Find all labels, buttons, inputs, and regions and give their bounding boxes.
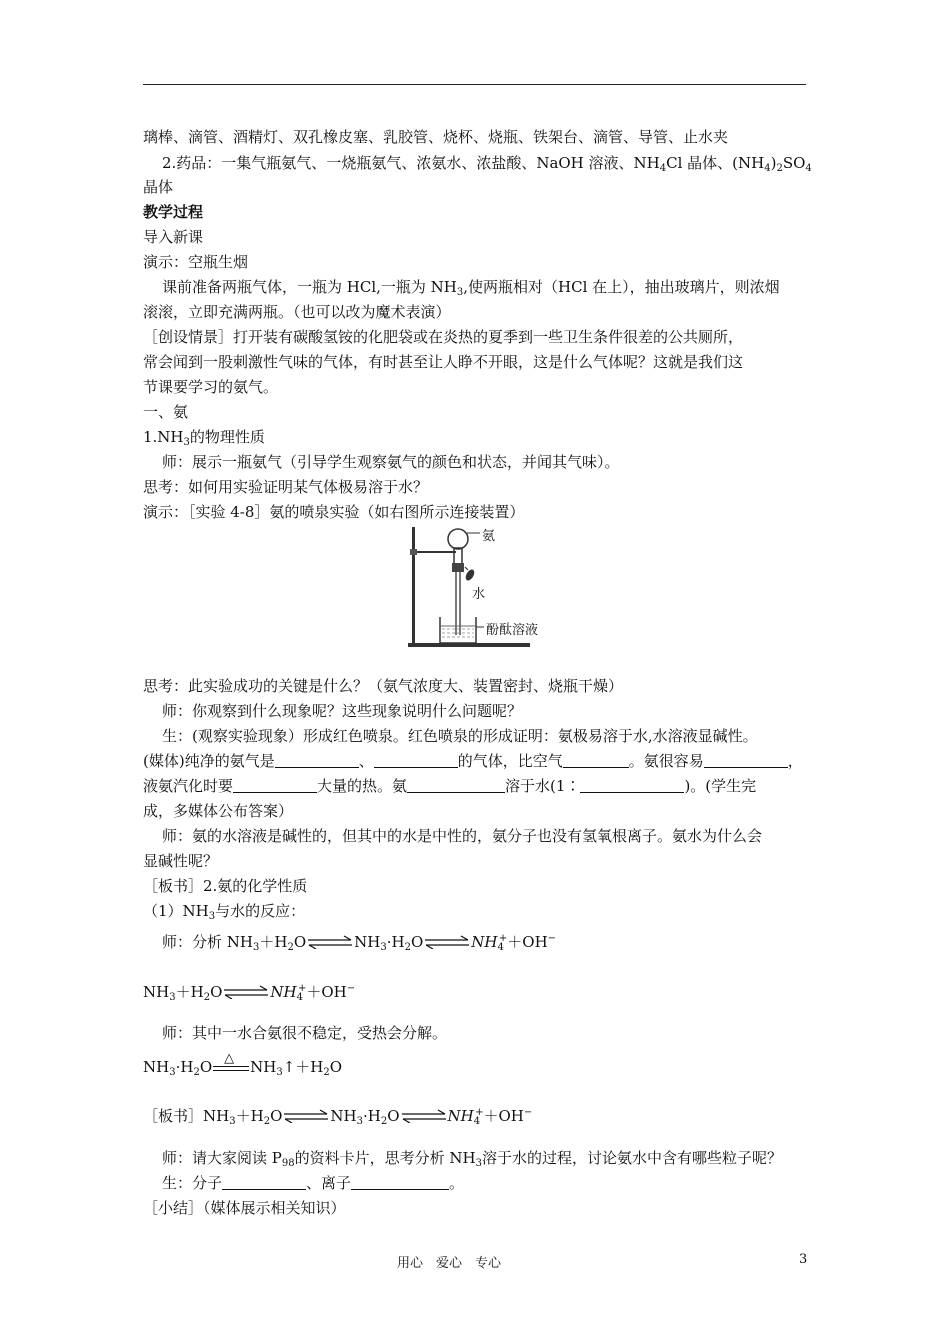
drugs-line-cont: 晶体 — [143, 178, 174, 196]
demo1-heading: 演示：空瓶生烟 — [143, 253, 249, 271]
delta-symbol: △ — [224, 1051, 235, 1066]
scene-paragraph-3: 节课要学习的氨气。 — [143, 378, 279, 396]
board-heading-1: ［板书］2.氨的化学性质 — [143, 877, 308, 895]
teacher-line-2: 师：你观察到什么现象呢？这些现象说明什么问题呢？ — [162, 702, 523, 720]
heat-equals-sign — [212, 1051, 250, 1075]
drugs-line: 2.药品：一集气瓶氨气、一烧瓶氨气、浓氨水、浓盐酸、NaOH 溶液、$NH_4Cl$ 晶体、$(NH_4)_2SO_4$ — [162, 154, 812, 174]
page-number: 3 — [799, 1252, 808, 1267]
reversible-arrow — [222, 985, 270, 999]
decomposition-equation: $NH_3\cdot H_2O$ △ $NH_3↑+H_2O$ — [143, 1051, 343, 1078]
fill-blank[interactable] — [233, 778, 317, 793]
liquid-ammonia-line-cont: 成，多媒体公布答案） — [143, 802, 294, 820]
equation-line-1: 师：分析 $NH_3+H_2O$ $NH_3\cdot H_2O$ $NH_4^++OH^-$ — [162, 933, 557, 953]
reversible-arrow — [282, 1109, 330, 1123]
liquid-ammonia-line: 液氨汽化时要 大量的热。氨 溶于水(1∶ )。(学生完 — [143, 777, 757, 795]
fountain-experiment-figure — [404, 523, 542, 658]
teacher-line-4: 师：其中一水合氨很不稳定，受热会分解。 — [162, 1024, 448, 1042]
reversible-arrow — [423, 935, 471, 949]
student-line-2: 生：分子 、离子 。 — [162, 1174, 465, 1192]
reversible-arrow — [306, 935, 354, 949]
figure-label-water: 水 — [472, 587, 486, 602]
fill-blank[interactable] — [407, 778, 505, 793]
fill-blank[interactable] — [580, 778, 684, 793]
physical-properties-heading: $1.NH_3$的物理性质 — [143, 428, 265, 448]
footer-motto: 用心 爱心 专心 — [397, 1256, 502, 1271]
section-ammonia: 一、氨 — [143, 403, 189, 421]
teacher-line-3: 师：氨的水溶液是碱性的，但其中的水是中性的，氨分子也没有氢氧根离子。氨水为什么会 — [162, 827, 763, 845]
figure-label-phenolphthalein: 酚酞溶液 — [486, 623, 539, 638]
fill-blank[interactable] — [222, 1175, 306, 1190]
think-line-2: 思考：此实验成功的关键是什么？（氨气浓度大、装置密封、烧瓶干燥） — [143, 677, 624, 695]
equation-line-2: $NH_3+H_2O$ $NH_4^++OH^-$ — [143, 983, 356, 1003]
media-fill-line: (媒体)纯净的氨气是 、 的气体，比空气 。氨很容易 ， — [143, 752, 803, 770]
demo2-heading: 演示：［实验 4-8］氨的喷泉实验（如右图所示连接装置） — [143, 503, 525, 521]
reversible-arrow — [400, 1109, 448, 1123]
intro-heading: 导入新课 — [143, 228, 204, 246]
teacher-line-5: 师：请大家阅读 $P_{98}$的资料卡片，思考分析 $NH_3$溶于水的过程，讨论氨水中含有哪些粒子呢？ — [162, 1149, 782, 1169]
fill-blank[interactable] — [374, 753, 458, 768]
teacher-line-3-cont: 显碱性呢？ — [143, 852, 219, 870]
student-line-1: 生：(观察实验现象）形成红色喷泉。红色喷泉的形成证明：氨极易溶于水,水溶液显碱性。 — [162, 727, 758, 745]
scene-paragraph-2: 常会闻到一股刺激性气味的气体，有时甚至让人睁不开眼，这是什么气体呢？这就是我们这 — [143, 353, 744, 371]
demo1-text: 课前准备两瓶气体，一瓶为 HCl,一瓶为 $NH_3$,使两瓶相对（HCl 在上），抽出玻璃片，则浓烟 — [162, 278, 780, 298]
scene-paragraph: ［创设情景］打开装有碳酸氢铵的化肥袋或在炎热的夏季到一些卫生条件很差的公共厕所， — [143, 328, 744, 346]
section-heading-process: 教学过程 — [143, 203, 204, 221]
teacher-line-1: 师：展示一瓶氨气（引导学生观察氨气的颜色和状态，并闻其气味）。 — [162, 453, 620, 471]
fill-blank[interactable] — [563, 753, 629, 768]
think-line-1: 思考：如何用实验证明某气体极易溶于水？ — [143, 478, 429, 496]
fill-blank[interactable] — [275, 753, 359, 768]
figure-label-ammonia: 氨 — [482, 529, 496, 544]
reaction-heading: $(1)NH_3$与水的反应： — [143, 902, 306, 922]
demo1-text-cont: 滚滚，立即充满两瓶。（也可以改为魔术表演） — [143, 303, 451, 321]
board-equation: ［板书$]NH_3+H_2O$ $NH_3\cdot H_2O$ $NH_4^++OH^-$ — [143, 1107, 533, 1127]
fill-blank[interactable] — [704, 753, 788, 768]
summary-line: ［小结］（媒体展示相关知识） — [143, 1199, 346, 1217]
equipment-line: 璃棒、滴管、酒精灯、双孔橡皮塞、乳胶管、烧杯、烧瓶、铁架台、滴管、导管、止水夹 — [143, 128, 729, 146]
header-rule — [143, 84, 806, 85]
fill-blank[interactable] — [351, 1175, 449, 1190]
